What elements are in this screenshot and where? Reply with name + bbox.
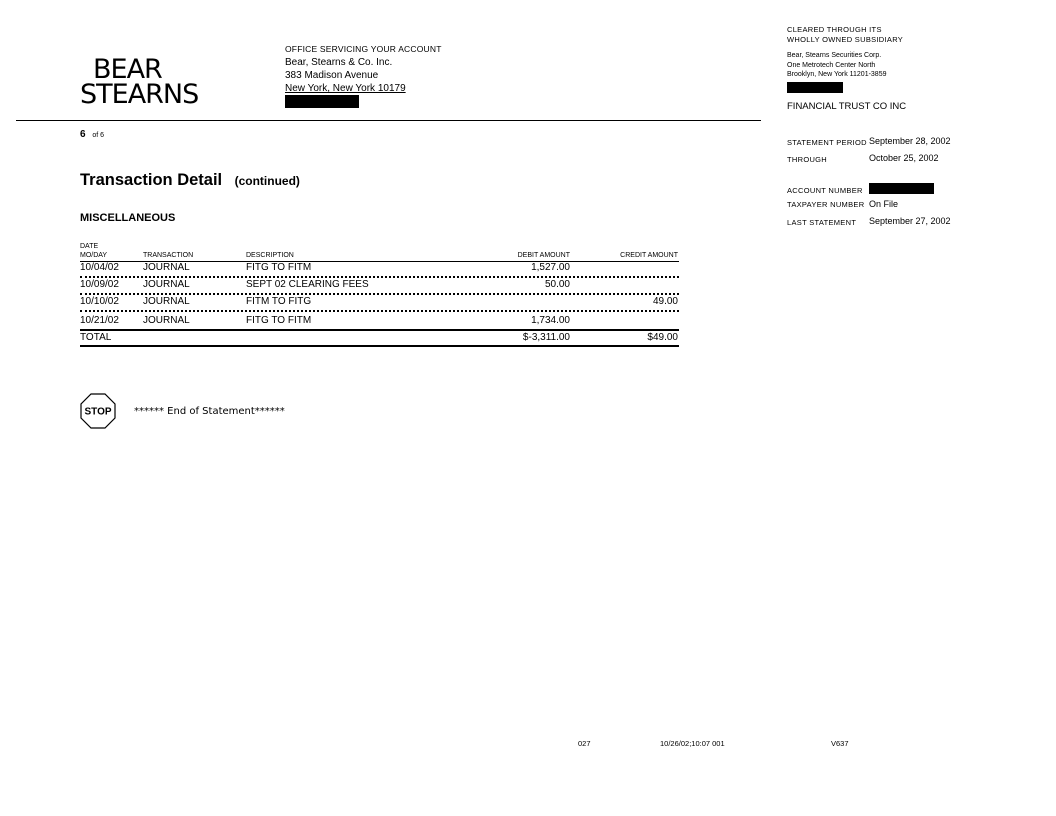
cell-date: 10/09/02: [80, 279, 119, 290]
col-header-transaction: TRANSACTION: [143, 252, 194, 259]
cell-transaction: JOURNAL: [143, 315, 190, 326]
total-rule-bottom: [80, 345, 679, 347]
office-name: Bear, Stearns & Co. Inc.: [285, 57, 393, 68]
through-value: October 25, 2002: [869, 153, 939, 163]
cell-transaction: JOURNAL: [143, 279, 190, 290]
footer-timestamp: 10/26/02;10:07 001: [660, 739, 725, 748]
col-header-description: DESCRIPTION: [246, 252, 294, 259]
account-number-label: ACCOUNT NUMBER: [787, 186, 863, 195]
cell-description: FITM TO FITG: [246, 296, 312, 307]
client-name: FINANCIAL TRUST CO INC: [787, 101, 907, 112]
end-of-statement: ****** End of Statement******: [134, 406, 285, 417]
clearing-name: Bear, Stearns Securities Corp.: [787, 52, 882, 59]
statement-period-label: STATEMENT PERIOD: [787, 138, 867, 147]
section-heading: MISCELLANEOUS: [80, 212, 176, 224]
title-main: Transaction Detail: [80, 171, 223, 189]
cell-debit: 1,527.00: [531, 262, 570, 273]
office-city: New York, New York 10179: [285, 83, 406, 94]
cell-transaction: JOURNAL: [143, 296, 190, 307]
col-header-credit: CREDIT AMOUNT: [620, 252, 678, 259]
office-street: 383 Madison Avenue: [285, 70, 379, 81]
table-row: [80, 262, 679, 275]
stop-sign-icon: [80, 393, 116, 429]
total-debit: $-3,311.00: [522, 332, 570, 343]
stop-sign-label: STOP: [84, 406, 112, 418]
cell-transaction: JOURNAL: [143, 262, 190, 273]
clearing-line-1: CLEARED THROUGH ITS: [787, 25, 882, 34]
taxpayer-value: On File: [869, 199, 899, 209]
row-divider: [80, 293, 679, 295]
last-statement-value: September 27, 2002: [869, 216, 951, 226]
footer-code-2: V637: [831, 739, 849, 748]
table-row: [80, 296, 679, 309]
clearing-address: [787, 51, 887, 97]
row-divider: [80, 310, 679, 312]
col-header-date-top: DATE: [80, 243, 99, 250]
clearing-line-2: WHOLLY OWNED SUBSIDIARY: [787, 35, 904, 44]
row-divider: [80, 276, 679, 278]
table-row: [80, 315, 679, 328]
header-divider: [16, 120, 761, 121]
total-rule-top: [80, 329, 679, 331]
cell-description: FITG TO FITM: [246, 315, 312, 326]
table-row: [80, 279, 679, 292]
title-sub: (continued): [234, 174, 300, 188]
office-address-block: [285, 43, 442, 112]
page-of: of 6: [92, 132, 105, 139]
logo-line-2: STEARNS: [80, 79, 199, 110]
col-header-date: MO/DAY: [80, 252, 108, 259]
account-number-redacted: [869, 183, 934, 194]
statement-period-value: September 28, 2002: [869, 136, 951, 146]
page-current: 6: [80, 129, 86, 140]
redacted-block: [285, 95, 359, 108]
clearing-header: [787, 25, 903, 45]
cell-date: 10/04/02: [80, 262, 119, 273]
total-row: [80, 332, 679, 345]
cell-date: 10/10/02: [80, 296, 119, 307]
office-header: OFFICE SERVICING YOUR ACCOUNT: [285, 44, 442, 54]
taxpayer-label: TAXPAYER NUMBER: [787, 200, 865, 209]
cell-debit: 50.00: [544, 279, 570, 290]
footer-code-1: 027: [578, 739, 591, 748]
logo-line-1: BEAR: [93, 54, 162, 85]
cell-debit: 1,734.00: [531, 315, 570, 326]
cell-description: SEPT 02 CLEARING FEES: [246, 279, 369, 290]
cell-date: 10/21/02: [80, 315, 119, 326]
cell-description: FITG TO FITM: [246, 262, 312, 273]
bear-stearns-logo: [80, 54, 199, 110]
col-header-debit: DEBIT AMOUNT: [517, 252, 570, 259]
total-credit: $49.00: [647, 332, 678, 343]
total-label: TOTAL: [80, 332, 112, 343]
clearing-city: Brooklyn, New York 11201-3859: [787, 71, 887, 79]
last-statement-label: LAST STATEMENT: [787, 218, 857, 227]
redacted-block: [787, 82, 843, 93]
page-number: [80, 129, 104, 140]
page-title: [80, 171, 300, 190]
through-label: THROUGH: [787, 155, 828, 164]
cell-credit: 49.00: [652, 296, 678, 307]
clearing-street: One Metrotech Center North: [787, 61, 876, 69]
